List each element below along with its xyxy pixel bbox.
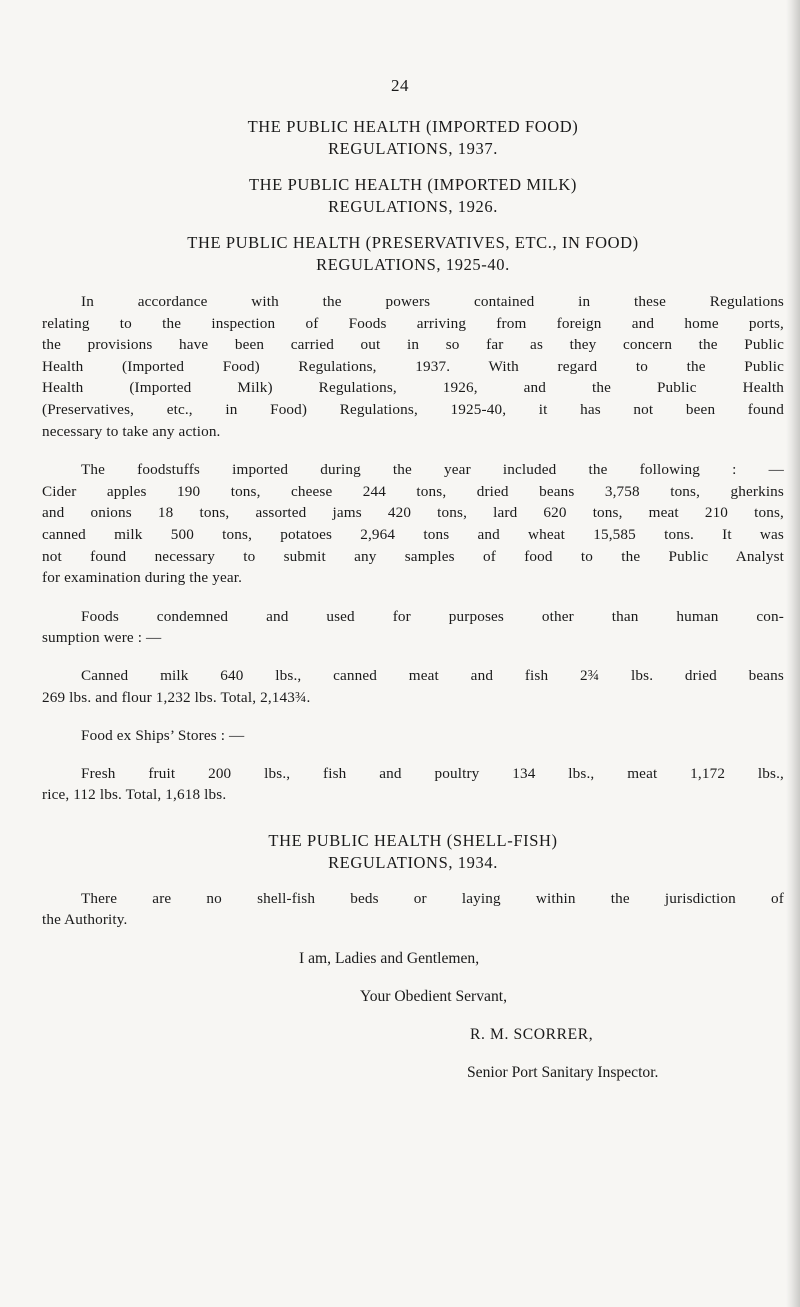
text-line: Health (Imported Milk) Regulations, 1926, and the Public Health (42, 379, 784, 397)
paragraph-condemned-intro (42, 606, 784, 649)
heading-imported-milk (42, 174, 784, 218)
text-line: not found necessary to submit any samples of food to the Public Analyst (42, 547, 784, 565)
text-line: sumption were : — (42, 629, 162, 647)
text-line: and onions 18 tons, assorted jams 420 tons, lard 620 tons, meat 210 tons, (42, 504, 784, 522)
heading-line: REGULATIONS, 1926. (328, 197, 498, 216)
text-line: Foods condemned and used for purposes other than human con- (81, 607, 784, 625)
text-line: The foodstuffs imported during the year included the following : — (81, 461, 784, 479)
document-body (42, 116, 784, 1084)
text-line: canned milk 500 tons, potatoes 2,964 tons and wheat 15,585 tons. It was (42, 525, 784, 543)
heading-line: THE PUBLIC HEALTH (PRESERVATIVES, ETC., IN FOOD) (187, 233, 639, 252)
text-line: (Preservatives, etc., in Food) Regulations, 1925-40, it has not been found (42, 400, 784, 418)
closing-block (42, 948, 784, 1084)
signatory-name: R. M. SCORRER, (470, 1026, 594, 1044)
text-line: relating to the inspection of Foods arriving from foreign and home ports, (42, 314, 784, 332)
paragraph-shell-fish (42, 888, 784, 931)
text-line: There are no shell-fish beds or laying within the jurisdiction of (81, 889, 784, 907)
closing-valediction: Your Obedient Servant, (360, 988, 507, 1006)
text-line: In accordance with the powers contained in these Regulations (81, 293, 784, 310)
signatory-title: Senior Port Sanitary Inspector. (467, 1064, 659, 1082)
heading-line: THE PUBLIC HEALTH (SHELL-FISH) (268, 830, 558, 850)
heading-preservatives (42, 232, 784, 276)
text-line: the Authority. (42, 911, 128, 929)
paragraph-accordance (42, 291, 784, 442)
heading-line: THE PUBLIC HEALTH (IMPORTED FOOD) (247, 117, 579, 136)
heading-line: REGULATIONS, 1934. (328, 852, 498, 872)
text-line: 269 lbs. and flour 1,232 lbs. Total, 2,143¾. (42, 688, 311, 706)
page-edge-shadow (786, 0, 800, 1307)
heading-line: REGULATIONS, 1925-40. (316, 255, 510, 274)
text-line: Food ex Ships’ Stores : — (81, 727, 245, 745)
text-line: Canned milk 640 lbs., canned meat and fish 2¾ lbs. dried beans (81, 666, 784, 684)
closing-salutation: I am, Ladies and Gentlemen, (299, 950, 480, 968)
text-line: Fresh fruit 200 lbs., fish and poultry 134 lbs., meat 1,172 lbs., (81, 764, 784, 782)
heading-line: THE PUBLIC HEALTH (IMPORTED MILK) (248, 175, 577, 194)
text-line: Health (Imported Food) Regulations, 1937. With regard to the Public (42, 357, 784, 375)
text-line: necessary to take any action. (42, 422, 221, 440)
text-line: for examination during the year. (42, 569, 243, 587)
text-line: Cider apples 190 tons, cheese 244 tons, dried beans 3,758 tons, gherkins (42, 482, 784, 500)
page-number: 24 (391, 76, 409, 95)
paragraph-condemned-list (42, 665, 784, 708)
text-line: the provisions have been carried out in so far as they concern the Public (42, 336, 784, 354)
paragraph-foodstuffs (42, 459, 784, 589)
paragraph-ships-stores-list (42, 763, 784, 806)
paragraph-ships-stores-intro (42, 725, 784, 747)
heading-line: REGULATIONS, 1937. (328, 139, 498, 158)
text-line: rice, 112 lbs. Total, 1,618 lbs. (42, 786, 227, 804)
heading-shell-fish (42, 830, 784, 874)
heading-imported-food (42, 116, 784, 160)
